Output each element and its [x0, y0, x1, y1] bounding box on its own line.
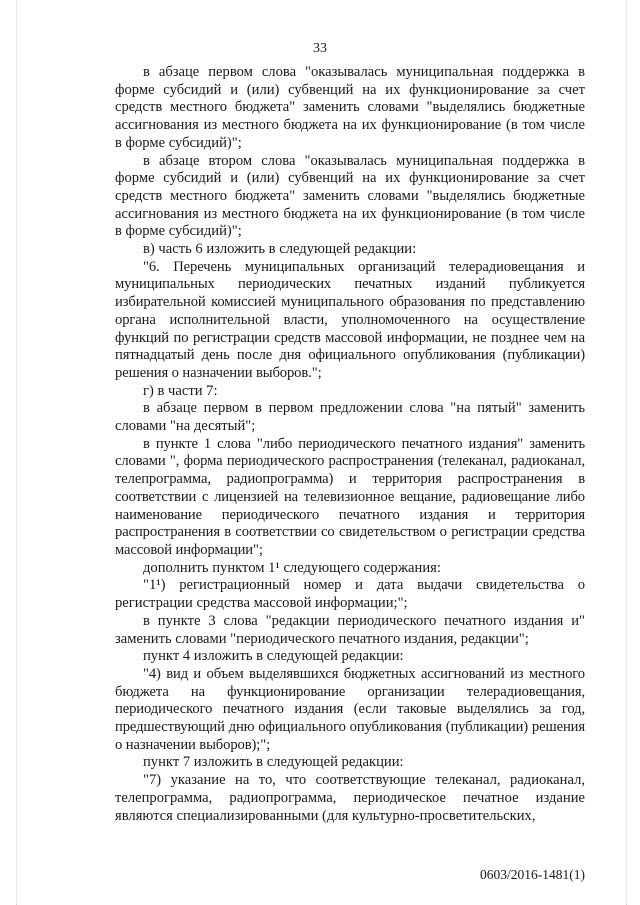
scan-left-edge [16, 0, 18, 905]
paragraph: г) в части 7: [143, 382, 218, 399]
paragraph: "4) вид и объем выделявшихся бюджетных ассигнований из местного бюджета на функционирование организации телерадиовещания, периодического печатного издания (если таковые выделялись за год, предшествующий дню официального опубликования (публикации) решения о назначении выборов);"; [115, 665, 585, 753]
scan-right-edge [626, 0, 628, 905]
paragraph: в) часть 6 изложить в следующей редакции: [143, 241, 417, 258]
paragraph: в пункте 3 слова "редакции периодического печатного издания и" заменить словами "периодического печатного издания, редакции"; [115, 612, 585, 647]
paragraph: "6. Перечень муниципальных организаций телерадиовещания и муниципальных периодических печатных изданий публикуется избирательной комиссией муниципального образования по представлению органа исполнительной власти, уполномоченного на осуществление функций по регистрации средств массовой информации, не позднее чем на пятнадцатый день после дня официального опубликования (публикации) решения о назначении выборов."; [115, 258, 585, 381]
paragraph: "1¹) регистрационный номер и дата выдачи свидетельства о регистрации средства массовой информации;"; [115, 577, 585, 612]
paragraph: "7) указание на то, что соответствующие телеканал, радиоканал, телепрограмма, радиопрограмма, периодическое печатное издание являются специализированными (для культурно-просветительских, [115, 772, 585, 824]
paragraph: дополнить пунктом 1¹ следующего содержания: [143, 559, 441, 576]
paragraph: в пункте 1 слова "либо периодического печатного издания" заменить словами ", форма периодического распространения (телеканал, радиоканал, телепрограмма, радиопрограмма) и территория распространения в соответствии с лицензией на телевизионное вещание, радиовещание либо наименование периодического печатного издания и территория распространения в соответствии со свидетельством о регистрации средства массовой информации"; [115, 435, 585, 558]
document-body [115, 64, 585, 825]
paragraph: в абзаце первом в первом предложении слова "на пятый" заменить словами "на десятый"; [115, 400, 585, 435]
paragraph: пункт 7 изложить в следующей редакции: [143, 754, 404, 771]
paragraph: в абзаце втором слова "оказывалась муниципальная поддержка в форме субсидий и (или) субвенций на их функционирование за счет средств местного бюджета" заменить словами "выделялись бюджетные ассигнования из местного бюджета на их функционирование (в том числе в форме субсидий)"; [115, 152, 585, 240]
paragraph: пункт 4 изложить в следующей редакции: [143, 648, 404, 665]
page-number: 33 [313, 41, 327, 56]
paragraph: в абзаце первом слова "оказывалась муниципальная поддержка в форме субсидий и (или) субвенций на их функционирование за счет средств местного бюджета" заменить словами "выделялись бюджетные ассигнования из местного бюджета на их функционирование (в том числе в форме субсидий)"; [115, 64, 585, 151]
document-code: 0603/2016-1481(1) [480, 867, 585, 882]
